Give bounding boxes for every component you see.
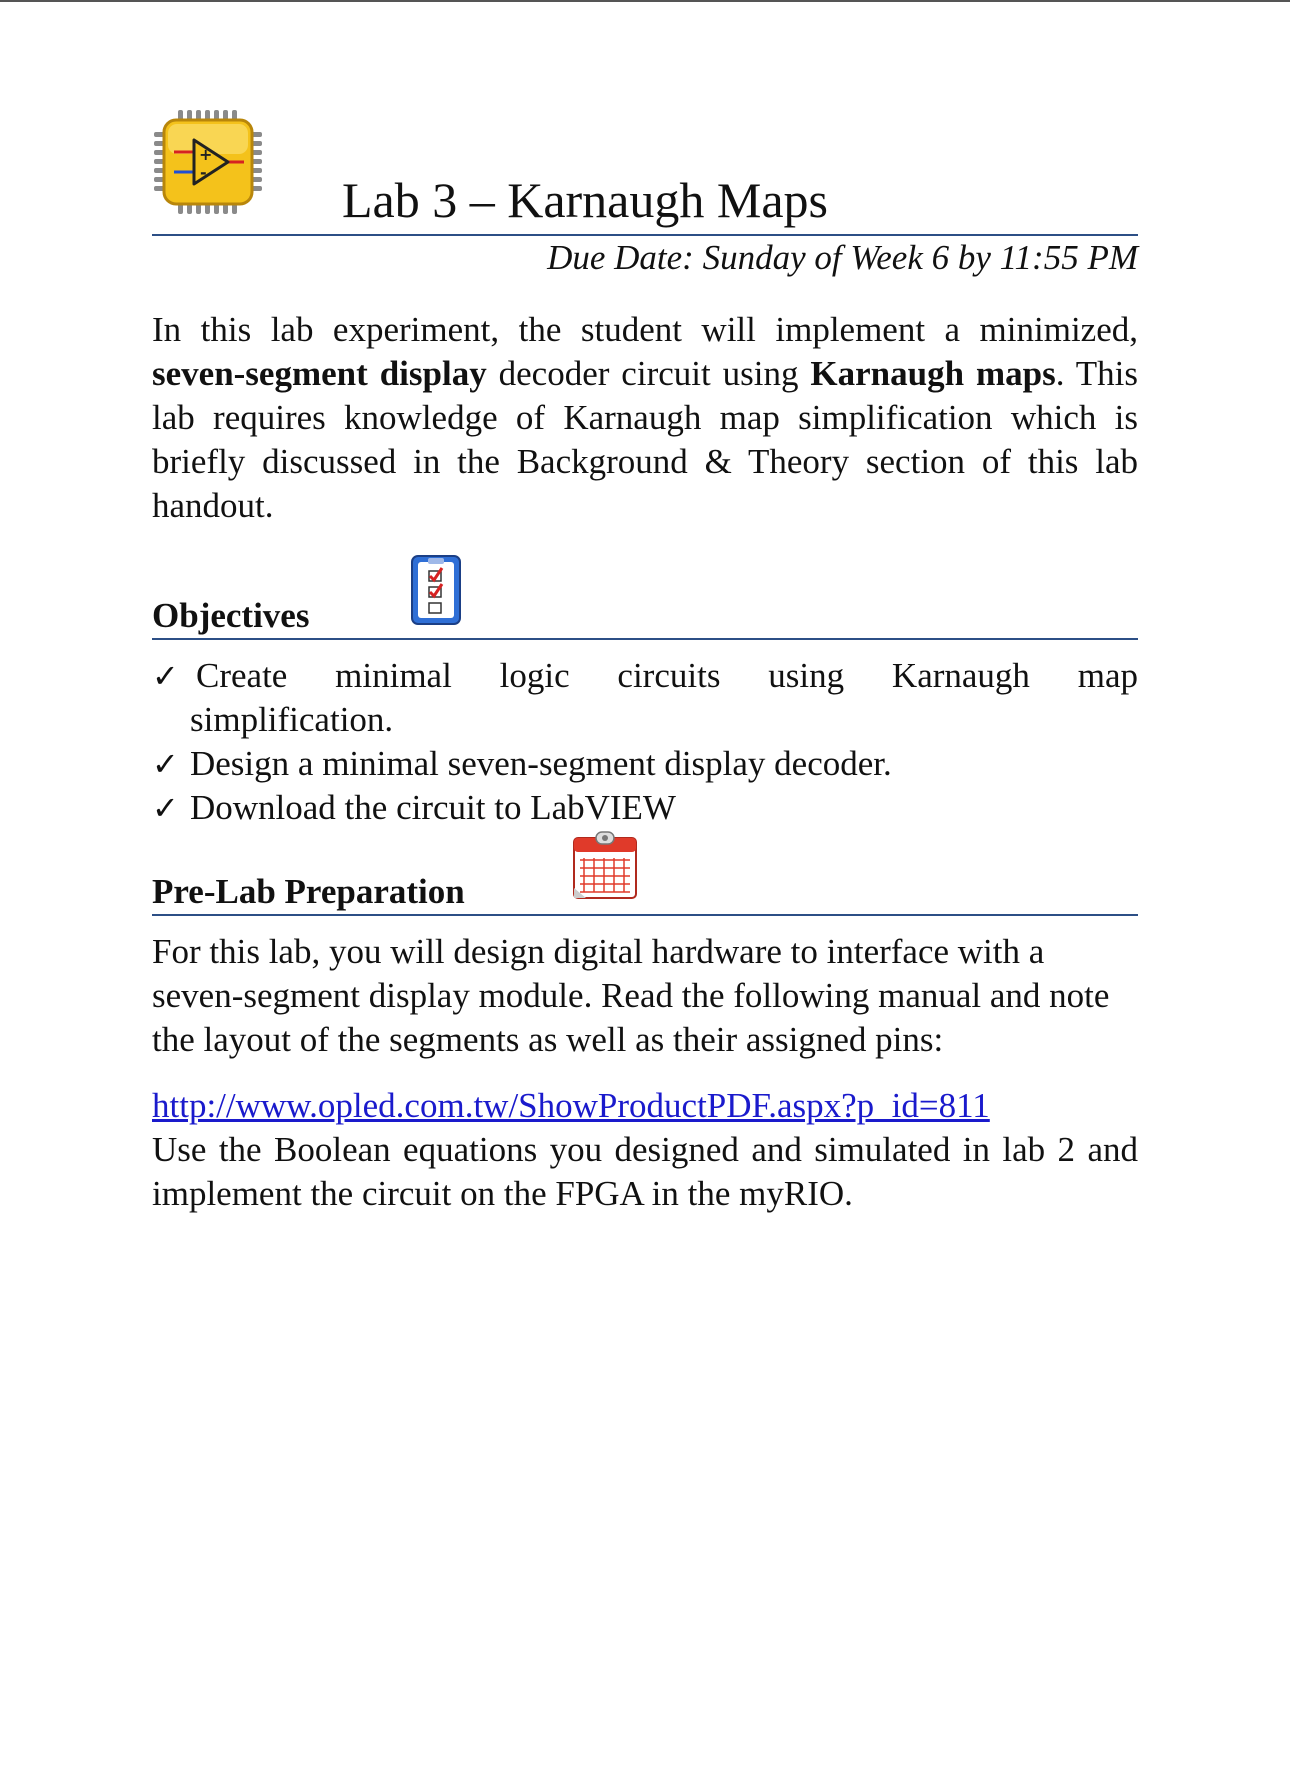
- intro-text-1: In this lab experiment, the student will implement a minimized,: [152, 310, 1138, 349]
- prelab-divider: [152, 914, 1138, 916]
- prelab-paragraph: For this lab, you will design digital hardware to interface with a seven-segment display module. Read the following manual and note the layout of the segments as well as their assigned pins:: [152, 932, 1110, 1059]
- calendar-icon: [570, 830, 640, 902]
- objective-item: [152, 654, 1138, 742]
- page-top-border: [0, 0, 1290, 2]
- objective-text-line1: Create minimal logic circuits using Karnaugh map: [196, 656, 1138, 695]
- due-date: Due Date: Sunday of Week 6 by 11:55 PM: [547, 238, 1138, 277]
- checkmark-icon: ✓: [152, 789, 179, 827]
- objective-text: Download the circuit to LabVIEW: [190, 788, 676, 827]
- intro-paragraph: [152, 308, 1138, 528]
- intro-text-3: . This lab requires knowledge of Karnaugh map simplification which is briefly discussed in the Background & Theory section of this lab handout.: [152, 354, 1138, 525]
- checkmark-icon: ✓: [152, 745, 179, 783]
- boolean-paragraph: Use the Boolean equations you designed and simulated in lab 2 and implement the circuit on the FPGA in the myRIO.: [152, 1130, 1138, 1213]
- svg-text:-: -: [200, 163, 207, 182]
- svg-text:+: +: [199, 145, 213, 164]
- objective-text-line2: simplification.: [190, 700, 394, 739]
- objectives-divider: [152, 638, 1138, 640]
- labview-chip-icon: [152, 108, 264, 216]
- checklist-icon: [410, 554, 462, 626]
- prelab-heading: Pre-Lab Preparation: [152, 872, 465, 911]
- intro-bold-seven-segment: seven-segment display: [152, 354, 487, 393]
- manual-link[interactable]: http://www.opled.com.tw/ShowProductPDF.aspx?p_id=811: [152, 1086, 990, 1125]
- objective-item: [152, 742, 1138, 786]
- objectives-heading: Objectives: [152, 596, 310, 635]
- checkmark-icon: ✓: [152, 657, 179, 695]
- intro-text-2: decoder circuit using: [486, 354, 811, 393]
- page-title: Lab 3 – Karnaugh Maps: [342, 172, 828, 228]
- objective-item: [152, 786, 1138, 830]
- intro-bold-karnaugh: Karnaugh maps: [810, 354, 1056, 393]
- objective-text: Design a minimal seven-segment display decoder.: [190, 744, 892, 783]
